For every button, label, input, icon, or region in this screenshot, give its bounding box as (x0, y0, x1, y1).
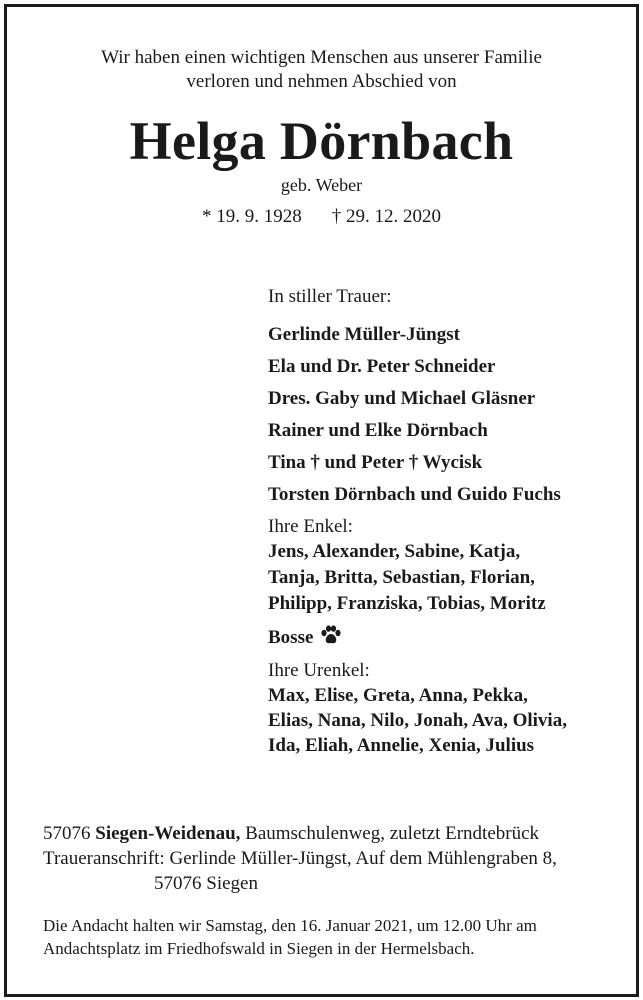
great-grandchildren-line: Max, Elise, Greta, Anna, Pekka, (268, 685, 528, 706)
intro-line-1: Wir haben einen wichtigen Menschen aus unserer Familie (101, 47, 542, 68)
service-line-2: Andachtsplatz im Friedhofswald in Siegen in der Hermelsbach. (43, 939, 475, 958)
mourning-city: 57076 Siegen (154, 873, 258, 894)
mourning-address-label: Traueranschrift: (43, 848, 165, 869)
paw-icon (320, 625, 342, 652)
street: Baumschulenweg, zuletzt Erndtebrück (245, 823, 540, 844)
mourner-family: Dres. Gaby und Michael Gläsner (268, 388, 536, 409)
great-grandchildren-line: Elias, Nana, Nilo, Jonah, Ava, Olivia, (268, 710, 567, 731)
intro-line-2: verloren und nehmen Abschied von (186, 71, 457, 92)
service-line-1: Die Andacht halten wir Samstag, den 16. Januar 2021, um 12.00 Uhr am (43, 916, 537, 935)
birth-date: * 19. 9. 1928 (202, 206, 302, 227)
pet-name: Bosse (268, 627, 314, 648)
death-date: † 29. 12. 2020 (331, 206, 441, 227)
city-name: Siegen-Weidenau, (95, 823, 241, 844)
maiden-name: geb. Weber (280, 175, 363, 195)
grandchildren-line: Tanja, Britta, Sebastian, Florian, (268, 567, 535, 588)
pet-line (268, 625, 342, 652)
life-dates (0, 205, 643, 229)
grandchildren-line: Jens, Alexander, Sabine, Katja, (268, 541, 521, 562)
postal-code: 57076 (43, 823, 91, 844)
mourner-family: Gerlinde Müller-Jüngst (268, 324, 460, 345)
grandchildren-line: Philipp, Franziska, Tobias, Moritz (268, 593, 546, 614)
grandchildren-heading: Ihre Enkel: (268, 516, 353, 537)
great-grandchildren-line: Ida, Eliah, Annelie, Xenia, Julius (268, 735, 535, 756)
deceased-name: Helga Dörnbach (129, 111, 514, 171)
great-grandchildren-heading: Ihre Urenkel: (268, 660, 370, 681)
mourner-family: Rainer und Elke Dörnbach (268, 420, 488, 441)
mourning-address-line (43, 847, 557, 871)
mourner-family: Torsten Dörnbach und Guido Fuchs (268, 484, 561, 505)
mourning-address: Gerlinde Müller-Jüngst, Auf dem Mühlengraben 8, (169, 848, 557, 869)
residence-line (43, 822, 539, 846)
mourner-family: Ela und Dr. Peter Schneider (268, 356, 496, 377)
mourners-heading: In stiller Trauer: (268, 286, 392, 307)
mourner-family: Tina † und Peter † Wycisk (268, 452, 483, 473)
